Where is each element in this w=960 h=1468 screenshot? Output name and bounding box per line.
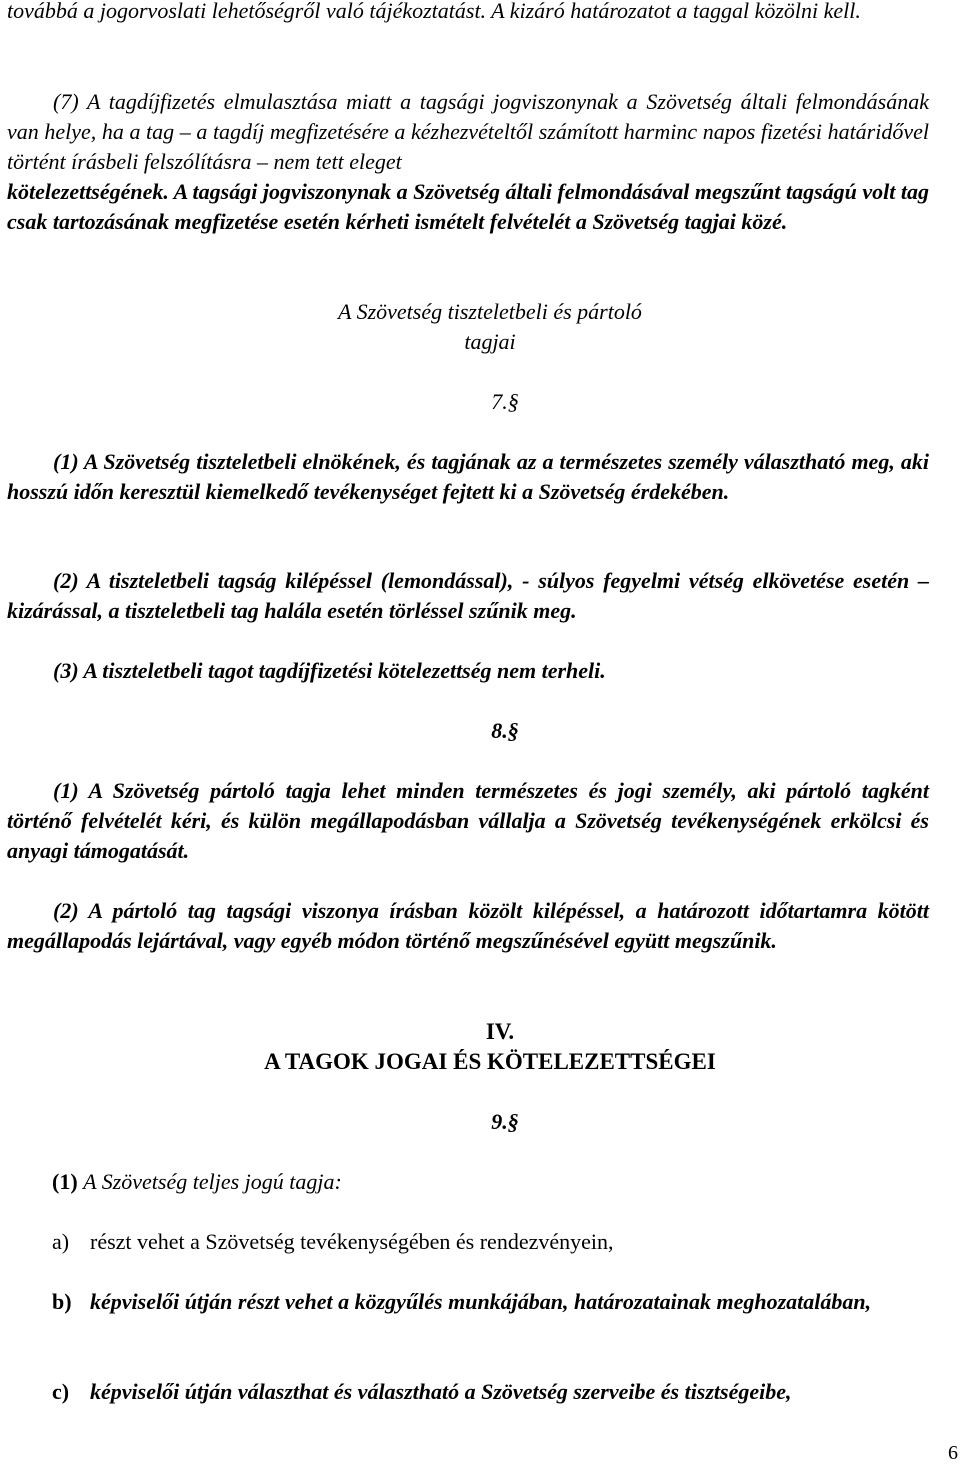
list-item-a (52, 1227, 932, 1257)
section-number-9-text: 9.§ (491, 1109, 519, 1134)
s9-paragraph-1 (52, 1167, 932, 1197)
list-item-a-text: részt vehet a Szövetség tevékenységében és rendezvényein, (90, 1229, 614, 1254)
list-item-c (52, 1377, 932, 1407)
paragraph-7-bold-text: kötelezettségének. A tagsági jogviszonynak a Szövetség általi felmondásával megszűnt tagságú volt tag csak tartozásának megfizetése esetén kérheti ismételt felvételét a Szövetség tagjai közé. (7, 179, 929, 234)
list-item-c-text: képviselői útján választhat és választható a Szövetség szerveibe és tisztségeibe, (90, 1379, 792, 1404)
chapter-title: A TAGOK JOGAI ÉS KÖTELEZETTSÉGEI (264, 1049, 716, 1074)
s7-paragraph-2-text: (2) A tiszteletbeli tagság kilépéssel (lemondással), - súlyos fegyelmi vétség elkövetése esetén – kizárással, a tiszteletbeli tag halála esetén törléssel szűnik meg. (7, 568, 929, 623)
s8-paragraph-2 (7, 896, 929, 956)
section-heading-members: A Szövetség tiszteletbeli és pártoló tagjai (338, 299, 642, 354)
page-number: 6 (948, 1442, 958, 1464)
s7-paragraph-3-text: (3) A tiszteletbeli tagot tagdíjfizetési kötelezettség nem terheli. (53, 658, 606, 683)
paragraph-continuation: továbbá a jogorvoslati lehetőségről való tájékoztatást. A kizáró határozatot a taggal közölni kell. (7, 0, 861, 23)
list-item-a-label: a) (52, 1229, 70, 1254)
list-item-b-label: b) (52, 1289, 72, 1314)
s8-paragraph-2-text: (2) A pártoló tag tagsági viszonya írásban közölt kilépéssel, a határozott időtartamra kötött megállapodás lejártával, vagy egyéb módon történő megszűnésével együtt megszűnik. (7, 898, 929, 953)
s9-paragraph-1-number: (1) (52, 1169, 78, 1194)
list-item-c-label: c) (52, 1379, 70, 1404)
section-number-8-text: 8.§ (491, 718, 519, 743)
s8-paragraph-1 (7, 776, 929, 866)
paragraph-7-part2 (7, 177, 929, 237)
section-number-9 (475, 1107, 535, 1137)
s7-paragraph-3 (7, 656, 929, 686)
s7-paragraph-2 (7, 566, 929, 626)
list-item-b (52, 1287, 932, 1317)
s7-paragraph-1 (7, 447, 929, 507)
s8-paragraph-1-text: (1) A Szövetség pártoló tagja lehet minden természetes és jogi személy, aki pártoló tagként történő felvételét kéri, és külön megállapodásban vállalja a Szövetség tevékenységének erkölcsi és anyagi támogatását. (7, 778, 929, 863)
s7-paragraph-1-text: (1) A Szövetség tiszteletbeli elnökének, és tagjának az a természetes személy választható meg, aki hosszú időn keresztül kiemelkedő tevékenységet fejtett ki a Szövetség érdekében. (7, 449, 929, 504)
section-number-7: 7.§ (491, 389, 519, 414)
section-number-8 (475, 716, 535, 746)
paragraph-7-part1: (7) A tagdíjfizetés elmulasztása miatt a tagsági jogviszonynak a Szövetség általi felmondásának van helye, ha a tag – a tagdíj megfizetésére a kézhezvételtől számított harminc napos fizetési határidővel történt írásbeli felszólításra – nem tett eleget (7, 89, 929, 174)
list-item-b-text: képviselői útján részt vehet a közgyűlés munkájában, határozatainak meghozatalában, (90, 1289, 872, 1314)
s9-paragraph-1-text: A Szövetség teljes jogú tagja: (83, 1169, 342, 1194)
chapter-number: IV. (485, 1019, 515, 1044)
